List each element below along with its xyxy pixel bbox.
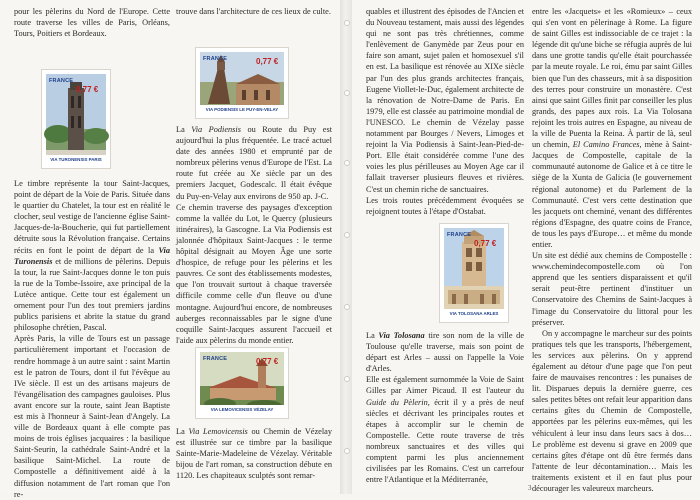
paragraph-ostabat: Les trois routes précédemment évoquées se rejoignent toutes à l'étape d'Ostabat. (366, 195, 524, 216)
stamp-country-label: FRANCE (49, 78, 74, 84)
stamp-via-lemovicensis (196, 348, 288, 418)
paragraph-practical-info: On y accompagne le marcheur sur des points pratiques tels que les transports, l'hébergement, les services aux pèlerins. On y apprend également au détour d'une page que l'on peut faire de mauvaises rencontres : les punaises de lit. Disparues depuis la dernière guerre, ces sales petites bêtes ont refait leur apparition dans certains gîtes du Chemin de Compostelle, apportées par les pèlerins eux-mêmes, qui les véhiculent à leur insu dans leurs sacs à dos… Le problème est devenu si grave en 2009 que certains gîtes d'étape ont dû être fermés dans l'attente de leur décontamination… Mais les traitements existent et il en faut plus pour décourager les valeureux marcheurs. (532, 328, 692, 494)
stamp-via-turonensis (42, 70, 110, 168)
binder-hole (344, 376, 350, 382)
text-run: Le timbre représente la tour Saint-Jacques, point de départ de la Voie de Paris. Située dans le quartier du Chatelet, la tour est en réalité le clocher, seul vestige de l'ancienne église Saint-Jacques-de-la-Boucherie, qui fut partiellement détruite sous la Révolution française. Certains récits en font le point de départ de la (14, 179, 170, 255)
binder-hole (344, 20, 350, 26)
binder-hole (344, 160, 350, 166)
stamp-country-label: FRANCE (447, 232, 472, 238)
text-run: , écrit il y a près de neuf siècles et décrivant les principales routes et étapes à accomplir sur le chemin de Compostelle. Cette route traverse de très nombreux sanctuaires et des villes qui comptent parmi les plus anciennement civilisées par les Romains. C'est un carrefour entre l'Atlantique et la Méditerranée, (366, 397, 524, 485)
paragraph-intro: pour les pèlerins du Nord de l'Europe. Cette route traverse les villes de Paris, Orléans, Tours, Poitiers et Bordeaux. (14, 7, 170, 39)
left-page (0, 0, 340, 499)
stamp-via-podiensis (196, 48, 288, 118)
text-run: , mène à Saint-Jacques de Compostelle, capitale de la communauté autonome de Galice et à ce titre le siège de la Xunta de Galicia (le gouvernement régional autonome) et du Parlement de la Communauté. C'est vers cette destination que les jacquets ont cheminé, venant des différentes régions d'Espagne, des quatre coins de France, de tous les pays d'Europe… et même du monde entier. (532, 140, 692, 249)
paragraph-via-podiensis (176, 124, 332, 202)
text-run: La (176, 125, 192, 134)
binder-hole (344, 90, 350, 96)
page-number: 3 (528, 484, 532, 492)
stamp-country-label: FRANCE (203, 356, 228, 362)
paragraph-via-tolosana (366, 330, 524, 374)
text-run-italic: Via Lemovicensis (188, 427, 248, 436)
paragraph-via-lemovicensis (176, 426, 332, 481)
text-run: Elle est également surnommée la Voie de Saint Gilles par Aimer Picaud. Il est l'auteur du (366, 375, 524, 396)
left-page-column-1 (14, 6, 170, 39)
right-page-column-1-bottom (366, 330, 524, 485)
stamp-caption: VIA LEMOVICENSIS VÉZELAY (200, 405, 284, 414)
stamp-country-label: FRANCE (203, 56, 228, 62)
paragraph-saint-gilles (532, 6, 692, 250)
text-run: et de millions de pèlerins. Depuis la tour, la rue Saint-Jacques donne le ton puis la rue de la Tombe-Issoire, axe principal de la Lutèce antique. Cette tour est également un ornement pour l'un des tout premiers jardins publics parisiens et abrite la statue du grand philosophe chrétien, Pascal. (14, 256, 170, 333)
text-run: ou Chemin de Vézelay est illustrée sur ce timbre par la basilique Sainte-Marie-Madeleine de Vézelay. Véritable bijou de l'art roman, sa construction débute en 1120. Les chapiteaux sculptés sont remar- (176, 427, 332, 481)
left-page-column-2-top (176, 6, 332, 17)
binder-hole (344, 448, 350, 454)
text-run: ou Route du Puy est aujourd'hui la plus fréquentée. Le tracé actuel date des années 1980 et emprunté par de nombreux pèlerins venus d'Europe de l'Est. La route fut créée au Xe siècle par un des premiers Jacquet, Godescalc. Il était évêque du Puy-en-Velay aux environs de 950 ap. J-C. (176, 125, 333, 201)
left-page-column-2-bottom (176, 426, 332, 481)
paragraph-tour-saint-jacques (14, 178, 170, 333)
left-page-column-2-middle (176, 124, 332, 346)
binding-gutter (340, 0, 352, 494)
right-page-column-2 (532, 6, 692, 494)
stamp-caption: VIA TURONENSIS PARIS (46, 155, 106, 164)
stamp-caption: VIA PODIENSIS LE PUY-EN-VELAY (200, 105, 284, 114)
left-page-column-1-body (14, 178, 170, 500)
text-run-italic: Guide du Pèlerin (366, 397, 428, 407)
paragraph-continuation: trouve dans l'architecture de ces lieux de culte. (176, 7, 331, 16)
text-run-italic: Via Tolosana (378, 331, 425, 340)
text-run: La (366, 331, 379, 340)
stamp-caption: VIA TOLOSANA ARLES (444, 309, 504, 318)
paragraph-tours-bordeaux: Après Paris, la ville de Tours est un passage particulièrement important et l'occasion de rendre hommage à un autre saint : saint Martin est le patron de Tours, dont il fut l'évêque au IVe siècle. Il est un des artisans majeurs de l'évangélisation des campagnes gauloises. Plus avant encore sur la route, saint Jean Baptiste est mis à l'honneur à Saint-Jean d'Angely. La ville de Bordeaux quant à elle compte pas moins de trois églises jacquaires : la basilique Saint-Seurin, la cathédrale Saint-André et la basilique Saint-Michel. La route de Compostelle a définitivement aidé à la diffusion notamment de l'art roman que l'on re- (14, 334, 170, 499)
stamp-via-tolosana (440, 224, 508, 322)
text-run: entre les «Jacquets» et les «Romieux» – ceux qui s'en vont en pèlerinage à Rome. La figure de saint Gilles est indissociable de ce trajet : la légende dit qu'une biche se réfugia auprès de lui dans une grotte tandis qu'elle était pourchassée par la meute royale. Le roi, ému par saint Gilles bien que l'un des chasseurs, mit à sa disposition des terres pour construire un monastère. C'est ainsi que saint Gilles finit par conseiller les plus grands, des papes aux rois. La Via Tolosana rejoint les trois autres en Espagne, au niveau de la ville de Puenta la Reina. À partir de là, seul un chemin, (532, 7, 692, 150)
stamp-value-label: 0,77 € (256, 57, 279, 66)
right-page (352, 0, 700, 494)
stamp-value-label: 0,77 € (474, 239, 497, 248)
paragraph-paysages: Ce chemin traverse des paysages d'exception comme la vallée du Lot, le Quercy (plusieurs itinéraires), la Gascogne. La Via Podiensis est jalonnée d'hôpitaux Saint-Jacques : le terme hôpital désignait au Moyen Âge une sorte d'hospice, de refuge pour les pèlerins et les pauvres. Ce sont des établissements modestes, que l'on trouvait surtout à chaque traversée difficile comme celle d'un fleuve ou d'une montagne. Aujourd'hui encore, de nombreuses auberges reconnaissables par le signe d'une coquille Saint-Jacques assurent l'accueil et l'aide aux pèlerins du monde entier. (176, 202, 332, 345)
stamp-value-label: 0,77 € (256, 357, 279, 366)
paragraph-website: Un site est dédié aux chemins de Compostelle : www.chemindecompostelle.com où l'on apprend que les sentiers disparaissent et qu'il serait peut-être pertinent d'instituer un Conservatoire des Chemins de Saint-Jacques à l'image du Conservatoire du littoral pour les préserver. (532, 251, 692, 327)
stamp-value-label: 0,77 € (76, 85, 99, 94)
text-run-italic: Via Turonensis (14, 245, 170, 266)
text-run: La (176, 427, 189, 436)
text-run-italic: Via Podiensis (191, 125, 241, 134)
binder-hole (344, 232, 350, 238)
paragraph-vezelay: quables et illustrent des épisodes de l'Ancien et du Nouveau testament, mais aussi des légendes qui ne sont pas très chrétiennes, comme l'enlèvement de Ganymède par Zeus pour en faire son amant, sujet païen et homosexuel s'il en est. La basilique est rénovée au XIXe siècle par l'un des plus grands architectes français, Eugene Viollet-le-Duc, également architecte de la rénovation de Notre-Dame de Paris. En 1979, elle est classée au patrimoine mondial de l'UNESCO. Le chemin de Vézelay passe notamment par Bourges / Nevers, Limoges et rejoint la Via Podiensis à Saint-Jean-Pied-de-Port. Elle était considérée comme l'une des voies les plus périlleuses au Moyen Age car il fallait traverser plusieurs fleuves et rivières. C'est un chemin riche de sanctuaires. (366, 7, 524, 194)
binder-hole (344, 304, 350, 310)
right-page-column-1-top (366, 6, 524, 217)
text-run: tire son nom de la ville de Toulouse qu'elle traverse, mais son point de départ est Arles – aussi on l'appelle la Voie d'Arles. (366, 331, 525, 374)
paragraph-saint-gilles-guide (366, 374, 524, 485)
text-run-italic: El Camino Frances (572, 140, 640, 150)
